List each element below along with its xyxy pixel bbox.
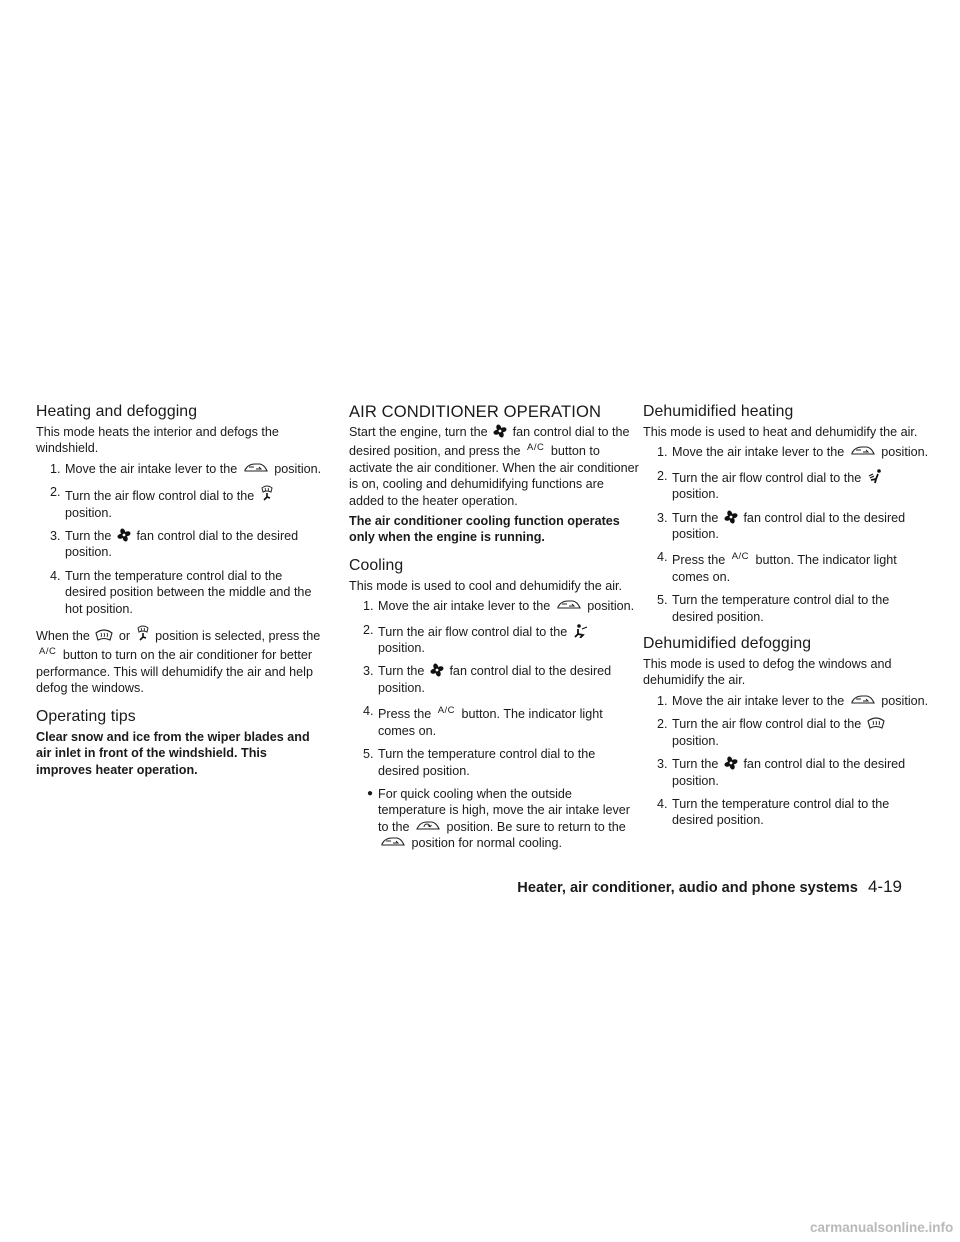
step-text: Turn the air flow control dial to the [65, 489, 255, 504]
heading-dehumidified-heating: Dehumidified heating [643, 403, 794, 420]
step-number: 5. [363, 747, 374, 762]
step-text-end: position. [587, 599, 635, 614]
bi-level-icon [867, 468, 883, 484]
text-fragment: position for normal cooling. [411, 836, 563, 851]
footer-section-title: Heater, air conditioner, audio and phone systems [517, 880, 858, 896]
intro-text: This mode heats the interior and defogs the windshield. [36, 425, 279, 456]
step-text: Turn the temperature control dial to the desired position. [378, 747, 596, 778]
outside-air-intake-icon [850, 693, 876, 707]
step-text: Press the [672, 553, 726, 568]
step-number: 4. [50, 568, 61, 583]
step-number: 1. [363, 599, 374, 614]
page-number: 4-19 [867, 877, 902, 896]
page-footer [517, 877, 902, 897]
heading-air-conditioner-operation: AIR CONDITIONER OPERATION [349, 402, 602, 421]
ac-icon: A/C [437, 705, 456, 717]
cooling-intro: This mode is used to cool and dehumidify the air. [349, 578, 623, 593]
step-number: 5. [657, 593, 668, 608]
text-fragment: button to activate the air conditioner. When the air conditioner is on, cooling and dehumidifying functions are added to the heater operation. [349, 444, 639, 508]
step-5 [643, 592, 933, 625]
column-dehumidified [643, 402, 933, 836]
ac-icon: A/C [731, 551, 750, 563]
engine-note: The air conditioner cooling function operates only when the engine is running. [349, 514, 620, 545]
step-text-end: position. [65, 505, 112, 520]
ac-icon: A/C [39, 646, 57, 658]
step-text-end: position. [378, 641, 425, 656]
step-text: Move the air intake lever to the [672, 693, 845, 708]
step-text: Press the [378, 707, 432, 722]
step-text: Move the air intake lever to the [378, 599, 551, 614]
step-5 [349, 746, 639, 779]
step-text: Turn the temperature control dial to the desired position between the middle and the hot position. [65, 568, 312, 616]
step-1 [643, 693, 933, 709]
step-number: 2. [657, 468, 668, 483]
text-fragment: button to turn on the air conditioner for better performance. This will dehumidify the air and help defog the windows. [36, 648, 313, 696]
step-2 [36, 484, 326, 521]
step-number: 2. [657, 717, 668, 732]
step-number: 3. [657, 757, 668, 772]
step-text-end: button. The indicator light comes on. [672, 553, 897, 584]
step-1 [36, 461, 326, 477]
step-text: Move the air intake lever to the [672, 445, 845, 460]
outside-air-intake-icon [556, 598, 582, 612]
step-text: Turn the [378, 664, 425, 679]
step-1 [643, 444, 933, 460]
step-text: Turn the [65, 529, 112, 544]
ac-intro-paragraph [349, 424, 639, 509]
column-air-conditioner [349, 402, 639, 859]
fan-icon [724, 756, 738, 770]
outside-air-intake-icon [380, 835, 406, 849]
step-3 [36, 528, 326, 561]
heading-cooling: Cooling [349, 556, 404, 574]
dehumidified-defogging-intro: This mode is used to defog the windows and dehumidify the air. [643, 657, 892, 688]
fan-icon [493, 424, 507, 438]
step-number: 2. [363, 622, 374, 637]
step-text-end: fan control dial to the desired position. [672, 757, 906, 788]
step-text-end: position. [274, 461, 322, 476]
ac-icon: A/C [527, 442, 545, 454]
step-text: Turn the [672, 510, 719, 525]
fan-icon [430, 663, 444, 677]
floor-defrost-icon [260, 484, 274, 502]
tips-text: Clear snow and ice from the wiper blades and air inlet in front of the windshield. This improves heater operation. [36, 729, 310, 777]
text-fragment: or [118, 629, 131, 644]
fan-icon [117, 528, 131, 542]
recirculate-icon [415, 819, 441, 833]
step-text: Move the air intake lever to the [65, 461, 238, 476]
step-4 [643, 796, 933, 829]
heading-heating-defogging: Heating and defogging [36, 403, 198, 420]
step-2 [349, 622, 639, 657]
outside-air-intake-icon [850, 444, 876, 458]
heading-operating-tips: Operating tips [36, 707, 136, 725]
step-number: 3. [363, 664, 374, 679]
bullet-mark: ● [367, 787, 374, 799]
step-text-end: position. [881, 445, 929, 460]
text-fragment: When the [36, 629, 90, 644]
text-fragment: Start the engine, turn the [349, 425, 488, 439]
step-number: 1. [50, 461, 61, 476]
vent-icon [573, 622, 589, 638]
quick-cooling-bullet [349, 786, 639, 852]
step-text: Turn the temperature control dial to the desired position. [672, 796, 890, 828]
step-text-end: fan control dial to the desired position. [378, 664, 612, 695]
watermark-text: carmanualsonline.info [810, 1220, 954, 1235]
step-3 [643, 756, 933, 789]
step-2 [643, 716, 933, 749]
step-text-end: position. [672, 733, 719, 748]
step-text-end: position. [881, 693, 929, 708]
step-4 [36, 568, 326, 617]
step-number: 1. [657, 445, 668, 460]
step-number: 4. [657, 796, 668, 811]
when-paragraph [36, 624, 326, 697]
step-text: Turn the temperature control dial to the desired position. [672, 593, 890, 624]
text-fragment: For quick cooling when the outside temperature is high, move the air intake lever to the [378, 786, 630, 834]
text-fragment: fan control dial to the desired position, and press the [349, 425, 630, 459]
step-4 [643, 549, 933, 585]
defrost-icon [867, 716, 885, 730]
step-text: Turn the air flow control dial to the [672, 470, 862, 485]
step-3 [349, 663, 639, 696]
step-text: Turn the air flow control dial to the [378, 624, 568, 639]
text-fragment: position is selected, press the [155, 629, 321, 644]
step-text-end: fan control dial to the desired position. [672, 510, 906, 542]
step-number: 4. [363, 704, 374, 719]
step-text-end: position. [672, 487, 719, 502]
defrost-icon [95, 628, 113, 642]
dehumidified-heating-intro: This mode is used to heat and dehumidify the air. [643, 425, 918, 439]
step-text-end: button. The indicator light comes on. [378, 707, 603, 738]
outside-air-intake-icon [243, 461, 269, 475]
step-number: 3. [657, 510, 668, 525]
step-3 [643, 510, 933, 543]
step-2 [643, 468, 933, 503]
heading-dehumidified-defogging: Dehumidified defogging [643, 635, 812, 653]
step-text: Turn the [672, 757, 719, 772]
step-4 [349, 703, 639, 739]
step-text-end: fan control dial to the desired position. [65, 529, 299, 560]
text-fragment: position. Be sure to return to the [446, 819, 626, 834]
step-1 [349, 598, 639, 614]
step-text: Turn the air flow control dial to the [672, 717, 862, 732]
fan-icon [724, 510, 738, 524]
step-number: 2. [50, 485, 61, 500]
column-heating-defogging [36, 402, 326, 782]
floor-defrost-icon [136, 624, 150, 642]
step-number: 1. [657, 693, 668, 708]
step-number: 4. [657, 550, 668, 565]
step-number: 3. [50, 529, 61, 544]
